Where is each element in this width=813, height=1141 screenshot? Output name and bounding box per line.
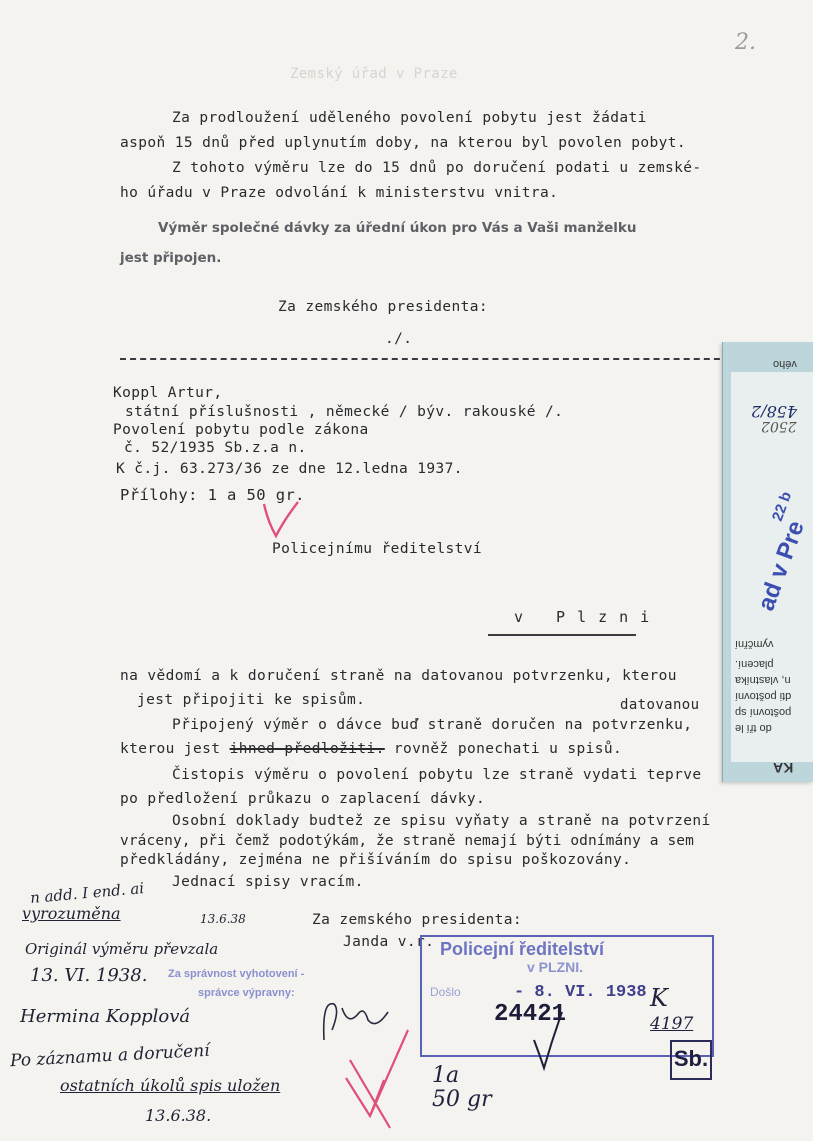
paragraph-line: ho úřadu v Praze odvolání k ministerstvu vnitra. — [120, 185, 559, 201]
signature-mark: ./. — [385, 331, 413, 347]
struck-text: ihned předložiti. — [229, 741, 385, 757]
body-text: rovněž ponechati u spisů. — [384, 741, 623, 757]
body-line: Čistopis výměru o povolení pobytu lze straně vydati teprve — [172, 767, 702, 783]
ghost-header: Zemský úřad v Praze — [290, 66, 458, 82]
slip-stamp: 22 b — [768, 489, 796, 524]
recipient-office: Policejnímu ředitelství — [272, 541, 482, 557]
case-permit: Povolení pobytu podle zákona — [113, 422, 369, 438]
receipt-stamp — [420, 935, 714, 1057]
body-line: Připojený výměr o dávce buď straně doručen na potvrzenku, — [172, 717, 693, 733]
signature-name: Janda v.r. — [343, 934, 435, 950]
red-pencil-mark — [340, 1020, 420, 1130]
stamp-title: Policejní ředitelství — [440, 939, 605, 959]
stamp-number: 24421 — [494, 1001, 567, 1028]
body-line: Osobní doklady budtež ze spisu vyňaty a straně na potvrzení — [172, 813, 711, 829]
slip-text: dti poštovní — [735, 690, 792, 702]
stamp-ref: 4197 — [650, 1014, 694, 1034]
body-line: jest připojiti ke spisům. — [137, 692, 366, 708]
body-line — [120, 741, 622, 757]
slip-text: do tří le — [735, 722, 772, 734]
red-check-mark — [258, 500, 304, 542]
slip-text: poštovní sp — [735, 706, 792, 718]
body-line: po předložení průkazu o zaplacení dávky. — [120, 791, 486, 807]
case-attachments: Přílohy: 1 a 50 gr. — [120, 486, 305, 504]
separator-line — [120, 358, 740, 360]
slip-text: vymčřní — [735, 638, 774, 650]
slip-text: n, vlastníka — [735, 674, 791, 686]
case-name: Koppl Artur, — [113, 385, 223, 401]
stamp-initial: K — [650, 984, 668, 1012]
handwritten-signature: Hermina Kopplová — [20, 1006, 191, 1027]
stamp-subtitle: v PLZNI. — [527, 959, 584, 975]
handwritten-date: 13. VI. 1938. — [30, 965, 148, 986]
body-line: vráceny, při čemž podotýkám, že straně nemají býti odnímány a sem — [120, 833, 694, 849]
city-underline — [488, 634, 636, 636]
fee-note-handwritten: 1a 50 gr — [432, 1063, 492, 1112]
handwritten-date: 13.6.38. — [145, 1106, 212, 1125]
signature-line: Za zemského presidenta: — [312, 912, 522, 928]
signature-line: Za zemského presidenta: — [278, 299, 488, 315]
paragraph-line: aspoň 15 dnů před uplynutím doby, na kterou byl povolen pobyt. — [120, 135, 687, 151]
case-permit-law: č. 52/1935 Sb.z.a n. — [124, 440, 307, 456]
fee-note: jest připojen. — [120, 250, 222, 266]
slip-number: 458/2 — [751, 402, 798, 421]
handwritten-note: ostatních úkolů spis uložen — [60, 1076, 281, 1095]
fee-note: Výměr společné dávky za úřední úkon pro Vás a Vaši manželku — [158, 220, 637, 236]
handwritten-note: vyrozuměna — [22, 904, 121, 923]
handwritten-note: n add. I end. ai — [29, 879, 145, 907]
paragraph-line: Za prodloužení uděleného povolení pobytu jest žádati — [172, 110, 647, 126]
case-nationality: státní příslušnosti , německé / býv. rakouské /. — [125, 404, 564, 420]
slip-text: vého — [773, 358, 797, 370]
series-box: Sb. — [670, 1040, 712, 1080]
body-text: kterou jest — [120, 741, 230, 757]
verification-stamp: správce výpravny: — [198, 987, 295, 999]
slip-number: 2502 — [761, 418, 797, 434]
inserted-word: datovanou — [620, 697, 700, 713]
recipient-city: v Plzni — [514, 608, 662, 626]
handwritten-date: 13.6.38 — [200, 912, 246, 926]
slip-text: KA — [773, 760, 794, 776]
handwritten-note: Originál výměru převzala — [25, 940, 219, 958]
attached-slip — [722, 342, 813, 782]
body-line: na vědomí a k doručení straně na datovanou potvrzenku, kterou — [120, 668, 677, 684]
verification-stamp: Za správnost vyhotovení - — [168, 968, 305, 980]
slip-stamp: ad v Pre — [752, 517, 810, 615]
black-check-mark — [530, 1010, 566, 1072]
body-line: Jednací spisy vracím. — [172, 874, 364, 890]
handwritten-note: Po záznamu a doručení — [9, 1040, 211, 1072]
body-line: předkládány, zejména ne přišíváním do spisu poškozovány. — [120, 852, 632, 868]
slip-text: placení. — [735, 658, 774, 670]
stamp-date: - 8. VI. 1938 — [514, 983, 647, 1002]
case-reference: K č.j. 63.273/36 ze dne 12.ledna 1937. — [116, 461, 463, 477]
paragraph-line: Z tohoto výměru lze do 15 dnů po doručení podati u zemské- — [172, 160, 702, 176]
stamp-prefix: Došlo — [430, 985, 461, 999]
page-number: 2. — [735, 30, 756, 55]
